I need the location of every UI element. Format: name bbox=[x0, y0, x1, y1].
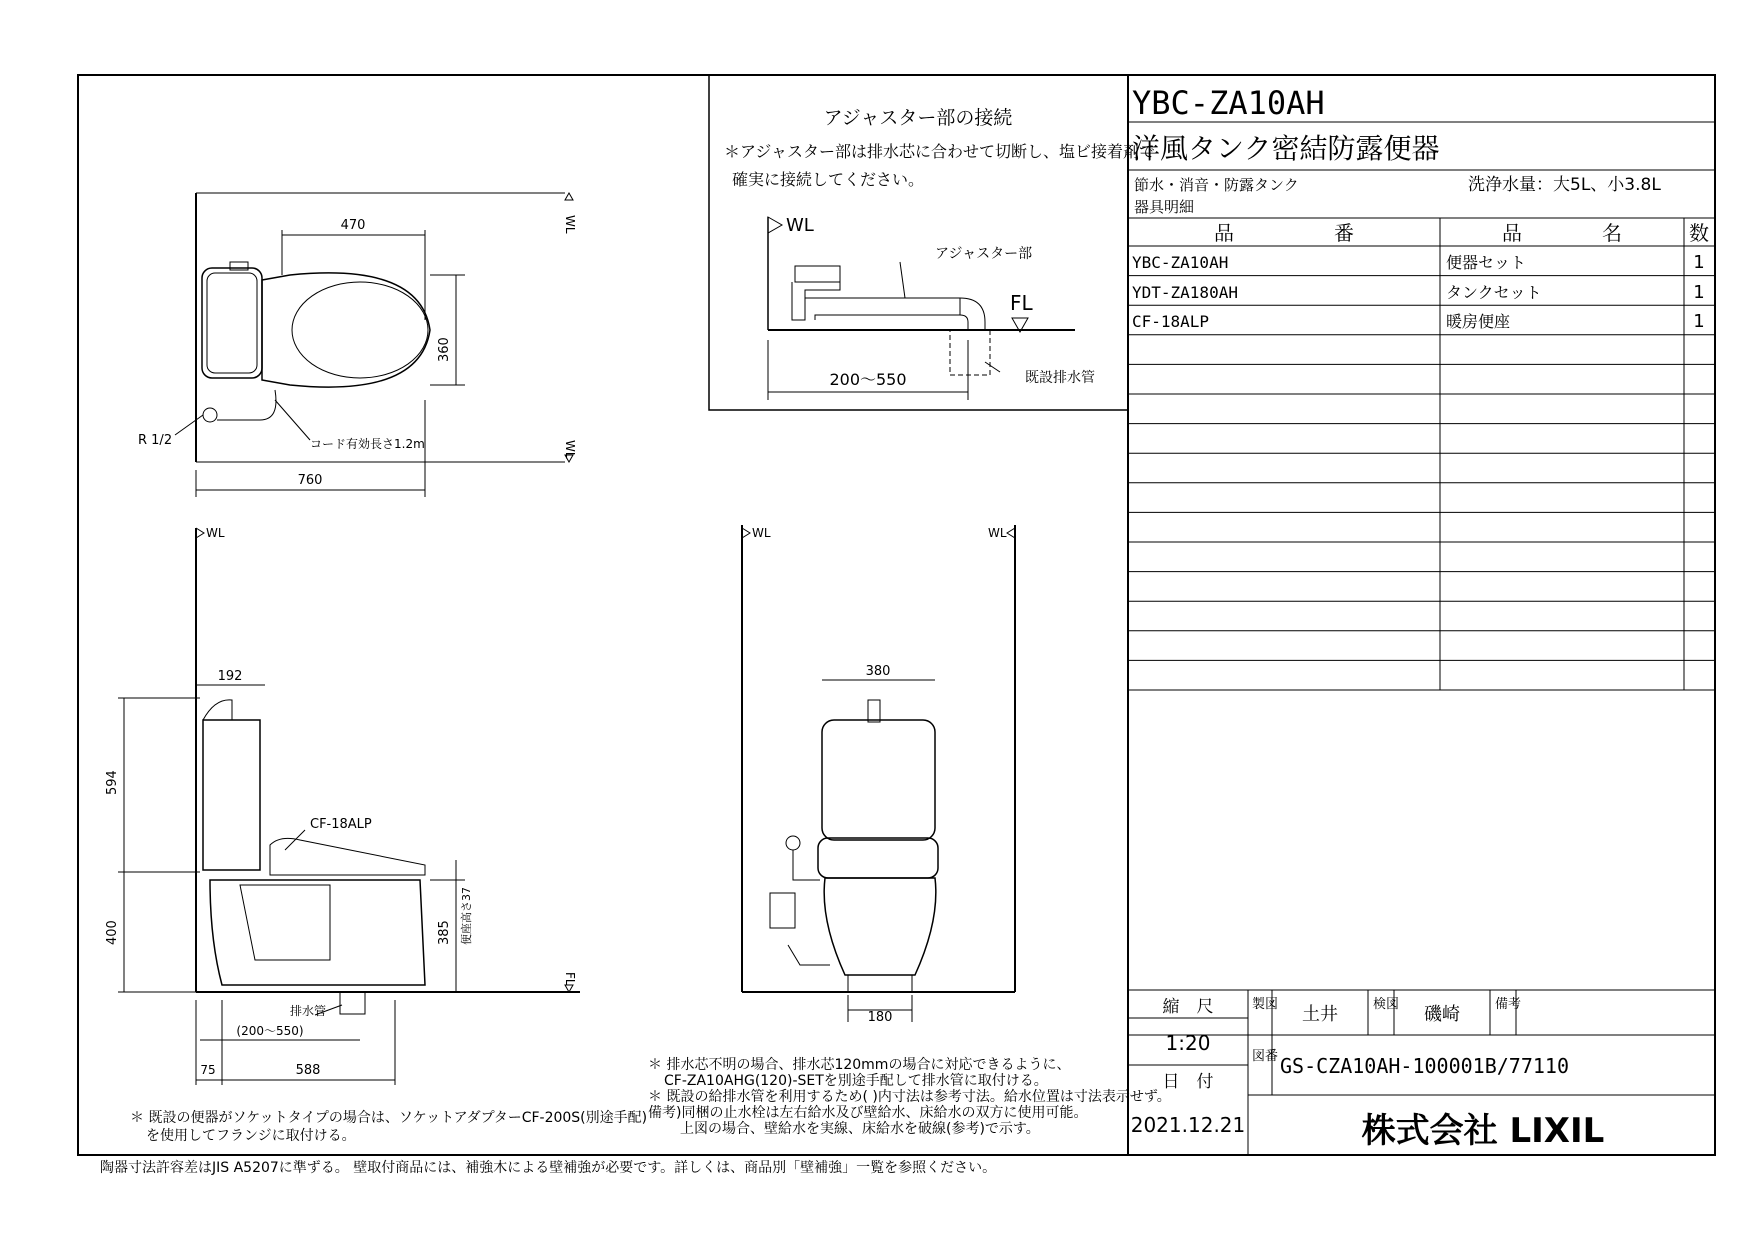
side-range: (200～550) bbox=[236, 1024, 304, 1038]
plan-stop-valve bbox=[203, 408, 217, 422]
note-right-1: ＊ 排水芯不明の場合、排水芯120mmの場合に対応できるように、 bbox=[648, 1057, 1071, 1073]
drafted-label: 製図 bbox=[1252, 997, 1279, 1012]
note-right-2: CF-ZA10AHG(120)-SETを別途手配して排水管に取付ける。 bbox=[664, 1073, 1048, 1089]
title-block bbox=[1128, 75, 1715, 1155]
plan-dim-470: 470 bbox=[340, 218, 366, 233]
adjuster-wl: WL bbox=[786, 215, 814, 236]
row-2-qty: 1 bbox=[1693, 282, 1705, 303]
front-wl-right: WL bbox=[988, 526, 1007, 540]
col-qty: 数 bbox=[1689, 221, 1709, 245]
adjuster-label: アジャスター部 bbox=[935, 246, 1033, 262]
note-left-1: ＊ 既設の便器がソケットタイプの場合は、ソケットアダプターCF-200S(別途手配) bbox=[130, 1110, 648, 1126]
note-left-2: を使用してフランジに取付ける。 bbox=[146, 1128, 356, 1144]
front-view bbox=[742, 525, 1015, 1025]
existing-drain-label: 既設排水管 bbox=[1025, 370, 1095, 386]
front-dim-380: 380 bbox=[865, 664, 891, 679]
plan-tank bbox=[202, 268, 262, 378]
row-1-part-no: YBC-ZA10AH bbox=[1132, 253, 1229, 272]
row-3-part-no: CF-18ALP bbox=[1132, 312, 1210, 331]
col-part-no: 品 番 bbox=[1214, 221, 1354, 245]
front-bowl bbox=[824, 878, 936, 975]
product-features: 節水・消音・防露タンク bbox=[1134, 176, 1299, 194]
adjuster-bowl-outlet bbox=[795, 266, 840, 282]
note-right-4: 備考)同梱の止水栓は左右給水及び壁給水、床給水の双方に使用可能。 bbox=[648, 1105, 1088, 1121]
row-1-qty: 1 bbox=[1693, 252, 1705, 273]
adjuster-note-1: ＊アジャスター部は排水芯に合わせて切断し、塩ビ接着剤で bbox=[724, 142, 1156, 161]
plan-wl-top: WL bbox=[563, 215, 577, 234]
side-tank bbox=[203, 720, 260, 870]
signature-block bbox=[1128, 990, 1715, 1155]
side-dim-192: 192 bbox=[217, 669, 243, 684]
side-dim-594: 594 bbox=[105, 770, 120, 795]
adjuster-fl: FL bbox=[1010, 291, 1033, 315]
front-dim-180: 180 bbox=[867, 1010, 893, 1025]
side-dim-400: 400 bbox=[105, 920, 120, 945]
checked-by: 磯崎 bbox=[1424, 1004, 1460, 1025]
row-1-name: 便器セット bbox=[1446, 253, 1527, 272]
checked-label: 検図 bbox=[1373, 997, 1400, 1012]
remarks-label: 備考 bbox=[1495, 997, 1522, 1012]
row-3-name: 暖房便座 bbox=[1446, 312, 1511, 331]
adjuster-range: 200～550 bbox=[829, 370, 907, 389]
front-seat bbox=[818, 838, 938, 878]
front-stop-valve bbox=[786, 836, 800, 850]
adjuster-note-2: 確実に接続してください。 bbox=[732, 170, 925, 189]
side-dim-385: 385 bbox=[437, 920, 452, 945]
plan-wl-bottom: WL bbox=[563, 440, 577, 459]
scale-label: 縮 尺 bbox=[1162, 997, 1214, 1017]
drafted-by: 土井 bbox=[1302, 1004, 1338, 1025]
note-right-5: 上図の場合、壁給水を実線、床給水を破線(参考)で示す。 bbox=[680, 1121, 1040, 1137]
scale-value: 1:20 bbox=[1165, 1031, 1211, 1055]
side-seat bbox=[270, 838, 425, 875]
plan-r12: R 1/2 bbox=[138, 433, 173, 448]
plan-dim-360: 360 bbox=[437, 337, 452, 362]
adjuster-detail bbox=[709, 75, 1155, 410]
side-fl: FL bbox=[563, 972, 577, 986]
side-drain-label: 排水管 bbox=[290, 1004, 327, 1018]
adjuster-title: アジャスター部の接続 bbox=[823, 107, 1013, 129]
date-label: 日 付 bbox=[1162, 1072, 1214, 1092]
parts-table bbox=[1128, 218, 1715, 690]
plan-bowl bbox=[262, 273, 430, 387]
flush-volume: 洗浄水量：大5L、小3.8L bbox=[1468, 175, 1661, 195]
parts-list-label: 器具明細 bbox=[1134, 198, 1195, 216]
wl-marker bbox=[768, 217, 782, 233]
side-dim-588: 588 bbox=[295, 1063, 321, 1078]
plan-dim-760: 760 bbox=[297, 473, 323, 488]
footer-note: 陶器寸法許容差はJIS A5207に準ずる。 壁取付商品には、補強木による壁補強が必要です。詳しくは、商品別「壁補強」一覧を参照ください。 bbox=[100, 1160, 997, 1176]
drawing-no: GS-CZA10AH-100001B/77110 bbox=[1280, 1054, 1569, 1078]
date-value: 2021.12.21 bbox=[1130, 1113, 1246, 1137]
drawing-no-label: 図番 bbox=[1252, 1049, 1279, 1064]
note-right-3: ＊ 既設の給排水管を利用するため( )内寸法は参考寸法。給水位置は寸法表示せず。 bbox=[648, 1089, 1171, 1105]
front-outlet-box bbox=[770, 893, 795, 928]
plan-view bbox=[138, 193, 577, 497]
row-2-name: タンクセット bbox=[1446, 283, 1542, 302]
company-name: 株式会社 LIXIL bbox=[1361, 1111, 1605, 1151]
col-part-name: 品 名 bbox=[1502, 221, 1622, 245]
row-3-qty: 1 bbox=[1693, 311, 1705, 332]
row-2-part-no: YDT-ZA180AH bbox=[1132, 283, 1238, 302]
side-wl: WL bbox=[206, 526, 225, 540]
model-number: YBC-ZA10AH bbox=[1132, 84, 1325, 122]
side-view bbox=[105, 526, 580, 1085]
plan-cord: コード有効長さ1.2m bbox=[310, 437, 425, 451]
front-wl-left: WL bbox=[752, 526, 771, 540]
side-seat-label: CF-18ALP bbox=[310, 817, 372, 832]
side-dim-75: 75 bbox=[200, 1063, 216, 1077]
side-dim-37: 便座高さ37 bbox=[460, 887, 473, 945]
front-tank bbox=[822, 720, 935, 840]
product-name: 洋風タンク密結防露便器 bbox=[1132, 132, 1440, 165]
